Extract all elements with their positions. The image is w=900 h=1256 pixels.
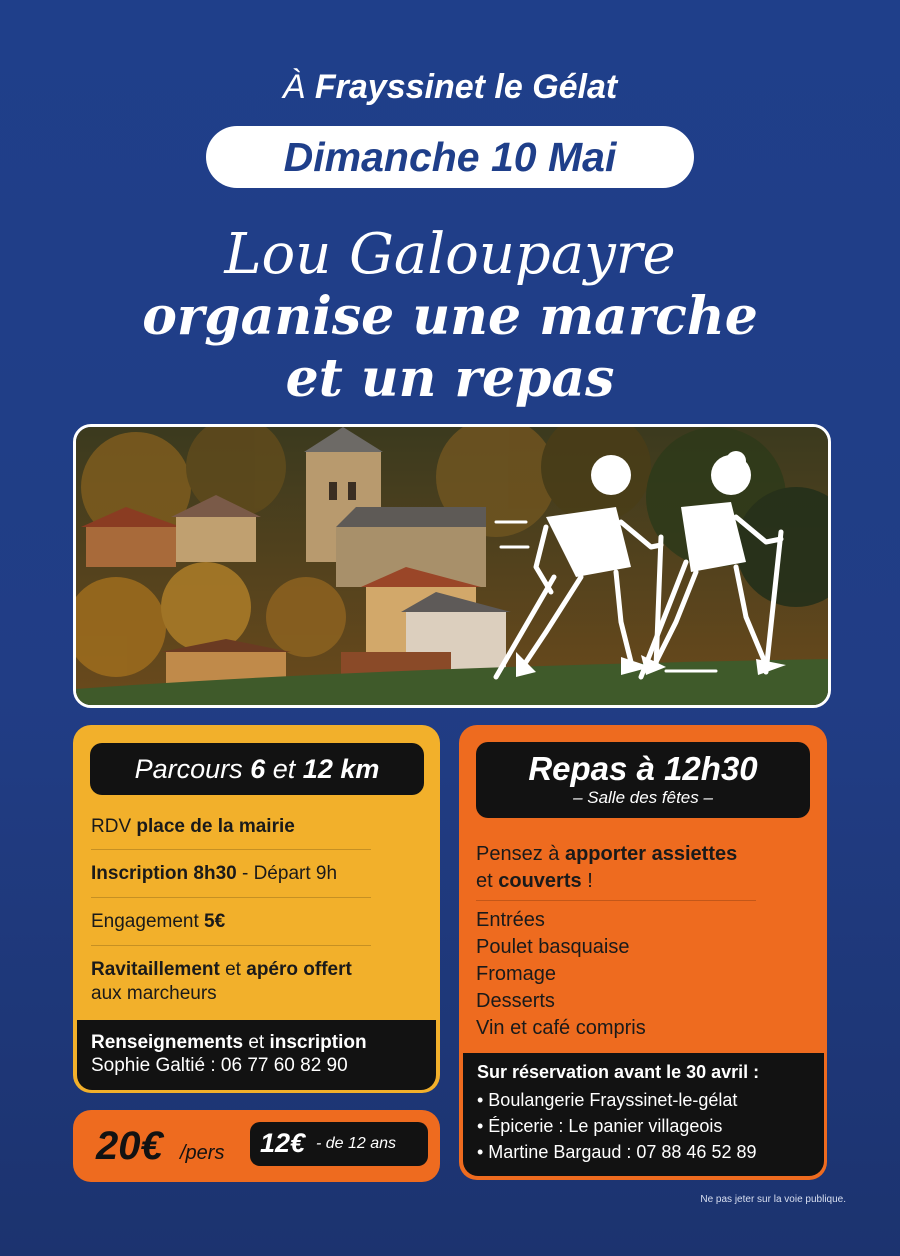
bring-4: couverts xyxy=(498,870,582,892)
rdv-label: RDV xyxy=(91,816,132,837)
parcours-pill xyxy=(90,743,424,795)
menu-list xyxy=(476,907,806,1042)
menu-item: Entrées xyxy=(476,909,545,931)
child-price-pill xyxy=(250,1122,428,1166)
footer-note: Ne pas jeter sur la voie publique. xyxy=(700,1194,846,1205)
parcours-km2: 12 km xyxy=(302,754,380,784)
resa-title: Sur réservation avant le 30 avril : xyxy=(477,1062,760,1082)
repas-pill xyxy=(476,742,810,818)
inscription-row xyxy=(91,862,411,886)
ravito-apero: apéro offert xyxy=(246,959,352,980)
menu-item: Poulet basquaise xyxy=(476,936,630,958)
bring-2: apporter assiettes xyxy=(564,843,738,865)
town-name: Frayssinet le Gélat xyxy=(314,68,618,106)
parcours-prefix: Parcours xyxy=(134,754,243,784)
contact-line: Sophie Galtié : 06 77 60 82 90 xyxy=(91,1055,348,1076)
rdv-row xyxy=(91,815,411,839)
title-line-1: Lou Galoupayre xyxy=(224,222,676,287)
divider xyxy=(476,900,756,901)
ravito-label: Ravitaillement xyxy=(91,959,220,980)
title-line-2: organise une marche xyxy=(142,286,758,347)
engagement-row xyxy=(91,910,411,934)
contact-title-b: inscription xyxy=(269,1032,367,1053)
bring-1: Pensez à xyxy=(476,843,560,865)
bring-note xyxy=(476,841,806,895)
resa-item: • Épicerie : Le panier villageois xyxy=(477,1116,723,1136)
adult-price: 20€ xyxy=(96,1124,163,1168)
engagement-label: Engagement xyxy=(91,911,199,932)
title-line-3: et un repas xyxy=(285,348,615,409)
contact-title-and: et xyxy=(248,1032,265,1053)
repas-title: Repas à 12h30 xyxy=(528,750,758,787)
reservation-box xyxy=(463,1053,824,1176)
contact-box xyxy=(77,1020,436,1090)
menu-item: Fromage xyxy=(476,963,557,985)
date-pill: Dimanche 10 Mai xyxy=(206,126,694,188)
engagement-price: 5€ xyxy=(204,911,226,932)
ravito-and: et xyxy=(225,959,241,980)
ravito-rest: aux marcheurs xyxy=(91,983,217,1004)
parcours-and: et xyxy=(272,754,296,784)
adult-price-unit: /pers xyxy=(180,1142,225,1164)
town-heading xyxy=(0,68,900,107)
menu-item: Desserts xyxy=(476,990,555,1012)
repas-subtitle: – Salle des fêtes – xyxy=(573,788,713,807)
contact-title-a: Renseignements xyxy=(91,1032,244,1053)
town-prefix: À xyxy=(282,68,306,106)
village-photo xyxy=(73,424,831,708)
rdv-place: place de la mairie xyxy=(136,816,295,837)
menu-item: Vin et café compris xyxy=(476,1017,646,1039)
bring-5: ! xyxy=(587,870,593,892)
bring-3: et xyxy=(476,870,493,892)
resa-item: • Martine Bargaud : 07 88 46 52 89 xyxy=(477,1142,757,1162)
depart-time: - Départ 9h xyxy=(241,863,338,884)
child-price: 12€ xyxy=(260,1128,306,1158)
inscription-time: Inscription 8h30 xyxy=(91,863,237,884)
child-price-note: - de 12 ans xyxy=(316,1135,397,1152)
ravito-row xyxy=(91,958,411,1006)
resa-item: • Boulangerie Frayssinet-le-gélat xyxy=(477,1090,738,1110)
divider xyxy=(91,897,371,898)
divider xyxy=(91,849,371,850)
parcours-km1: 6 xyxy=(250,754,266,784)
divider xyxy=(91,945,371,946)
